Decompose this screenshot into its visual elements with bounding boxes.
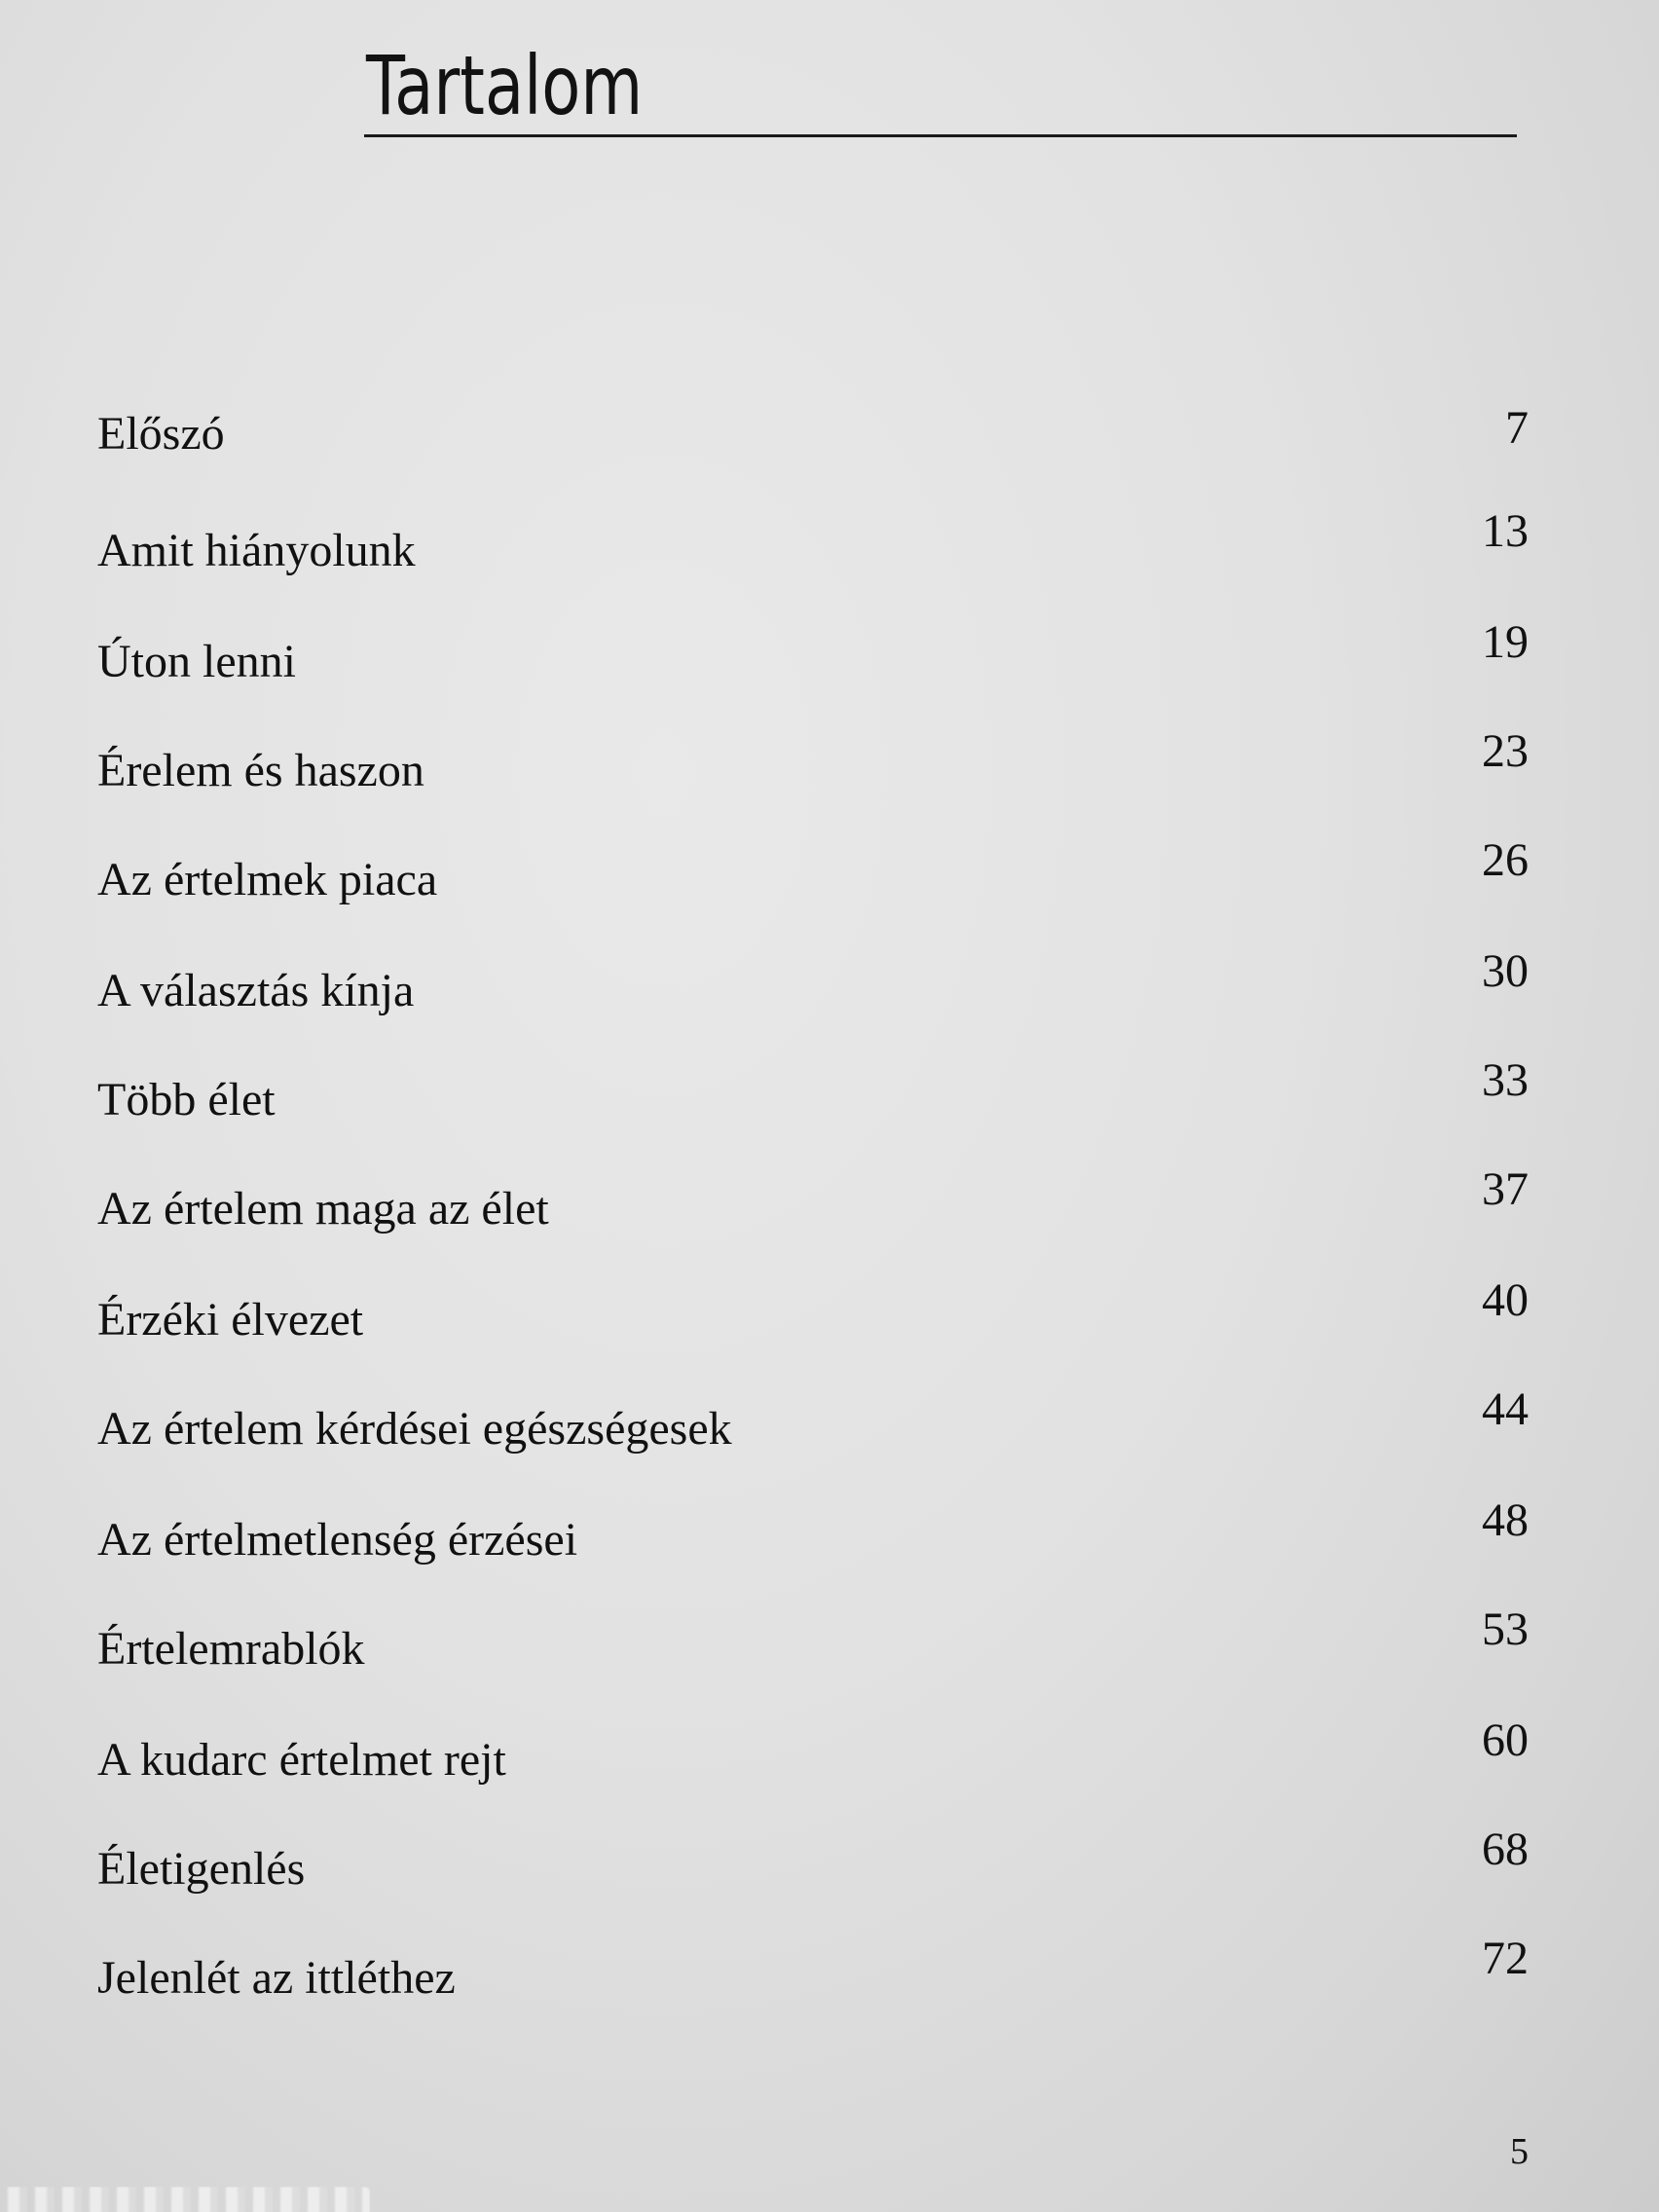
toc-entry-title: A választás kínja xyxy=(97,965,415,1016)
toc-entry-page: 23 xyxy=(1482,725,1529,777)
toc-entry-title: Több élet xyxy=(97,1074,276,1125)
toc-entry xyxy=(97,1051,1529,1129)
toc-entry-title: Az értelmek piaca xyxy=(97,854,438,905)
toc-entry-page: 26 xyxy=(1482,834,1529,886)
toc-entry xyxy=(97,1930,1529,2008)
toc-entry-title: Érzéki élvezet xyxy=(97,1294,364,1346)
toc-entry-title: Értelemrablók xyxy=(97,1623,365,1675)
toc-entry xyxy=(97,1821,1529,1899)
toc-entry xyxy=(97,502,1529,580)
toc-entry-page: 72 xyxy=(1482,1933,1529,1984)
watermark-graphic xyxy=(0,2187,370,2212)
toc-entry xyxy=(97,1601,1529,1678)
toc-entry-title: Úton lenni xyxy=(97,636,296,687)
toc-entry xyxy=(97,1272,1529,1349)
toc-entry xyxy=(97,613,1529,691)
toc-entry-title: Amit hiányolunk xyxy=(97,525,416,576)
toc-entry-title: Előszó xyxy=(97,408,225,460)
toc-entry-title: Életigenlés xyxy=(97,1843,306,1895)
toc-entry xyxy=(97,831,1529,909)
toc-entry-page: 13 xyxy=(1482,505,1529,557)
toc-entry-title: A kudarc értelmet rejt xyxy=(97,1734,506,1786)
toc-entry-page: 44 xyxy=(1482,1383,1529,1435)
toc-entry-page: 33 xyxy=(1482,1054,1529,1106)
toc-entry-page: 30 xyxy=(1482,945,1529,997)
toc-entry-page: 37 xyxy=(1482,1163,1529,1215)
toc-entry-title: Az értelmetlenség érzései xyxy=(97,1514,578,1566)
toc-entry-page: 53 xyxy=(1482,1604,1529,1655)
toc-entry xyxy=(97,1492,1529,1569)
toc-entry-page: 48 xyxy=(1482,1494,1529,1546)
toc-entry xyxy=(97,1161,1529,1238)
toc-entry xyxy=(97,722,1529,800)
toc-entry xyxy=(97,942,1529,1020)
toc-entry-title: Az értelem kérdései egészségesek xyxy=(97,1403,732,1455)
toc-entry xyxy=(97,393,1529,471)
toc-entry-page: 68 xyxy=(1482,1824,1529,1875)
toc-entry-title: Jelenlét az ittléthez xyxy=(97,1952,456,2004)
page-title: Tartalom xyxy=(366,38,644,133)
toc-entry-page: 19 xyxy=(1482,616,1529,668)
toc-entry-title: Érelem és haszon xyxy=(97,745,424,796)
toc-entry-title: Az értelem maga az élet xyxy=(97,1183,549,1235)
watermark xyxy=(0,2187,370,2212)
toc-entry-page: 7 xyxy=(1505,402,1529,454)
toc-entry xyxy=(97,1712,1529,1789)
toc-entry-page: 40 xyxy=(1482,1274,1529,1326)
toc-entry-page: 60 xyxy=(1482,1714,1529,1766)
toc-entry xyxy=(97,1381,1529,1458)
page-number: 5 xyxy=(1510,2131,1529,2172)
